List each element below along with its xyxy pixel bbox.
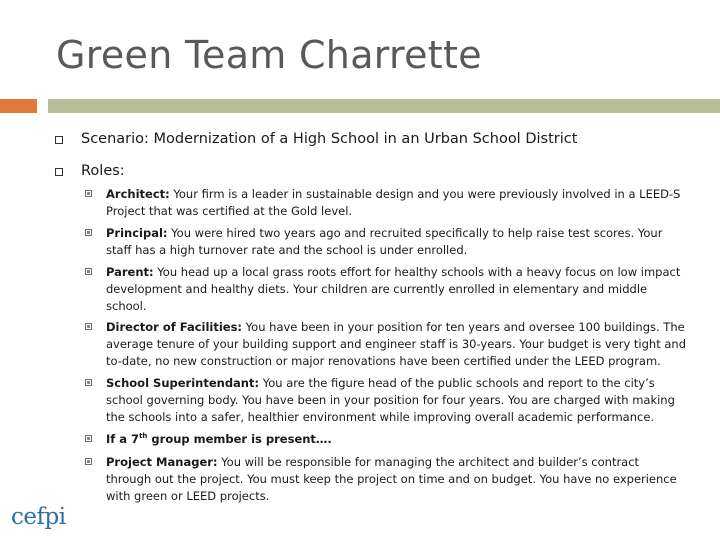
- role-name: School Superintendant:: [106, 376, 260, 390]
- sub-bullet-icon: [85, 268, 92, 275]
- square-bullet-icon: [55, 168, 63, 176]
- role-description: You head up a local grass roots effort for healthy schools with a heavy focus on low impact development and healthy diets. Your children are currently enrolled in elementary and middle school.: [106, 265, 681, 313]
- sub-bullet-icon: [85, 458, 92, 465]
- role-description: You were hired two years ago and recruited specifically to help raise test scores. Your staff has a high turnover rate and the school is under enrolled.: [106, 226, 663, 257]
- role-name: If a 7th group member is present….: [106, 432, 332, 446]
- role-name: Architect:: [106, 187, 170, 201]
- slide-title: Green Team Charrette: [56, 33, 482, 77]
- cefpi-logo: [10, 497, 72, 535]
- sub-bullet-icon: [85, 190, 92, 197]
- role-name: Project Manager:: [106, 455, 218, 469]
- role-name: Parent:: [106, 265, 154, 279]
- title-rule: [48, 99, 720, 113]
- sub-bullet-icon: [85, 435, 92, 442]
- sub-bullet-icon: [85, 379, 92, 386]
- role-description: You are the figure head of the public schools and report to the city’s school governing body. You have been in your position for four years. You are charged with making the schools into a safer, healthier environment while improving overall academic performance.: [106, 376, 675, 424]
- bullet-text: Scenario: Modernization of a High School in an Urban School District: [81, 131, 578, 147]
- sub-bullet-icon: [85, 323, 92, 330]
- sub-bullet-icon: [85, 229, 92, 236]
- role-description: You have been in your position for ten years and oversee 100 buildings. The average tenure of your building support and engineer staff is 30-years. Your budget is very tight and to-date, no new construction or major renovations have been certified under the LEED program.: [106, 320, 686, 368]
- role-description: Your firm is a leader in sustainable design and you were previously involved in a LEED-S Project that was certified at the Gold level.: [106, 187, 681, 218]
- bullet-text: Roles:: [81, 163, 125, 179]
- accent-bar: [0, 99, 37, 113]
- role-description: You will be responsible for managing the architect and builder’s contract through out the project. You must keep the project on time and on budget. You have no experience with green or LEED projects.: [106, 455, 677, 503]
- square-bullet-icon: [55, 136, 63, 144]
- role-name: Principal:: [106, 226, 168, 240]
- role-name: Director of Facilities:: [106, 320, 243, 334]
- logo-text: cefpi: [11, 504, 66, 530]
